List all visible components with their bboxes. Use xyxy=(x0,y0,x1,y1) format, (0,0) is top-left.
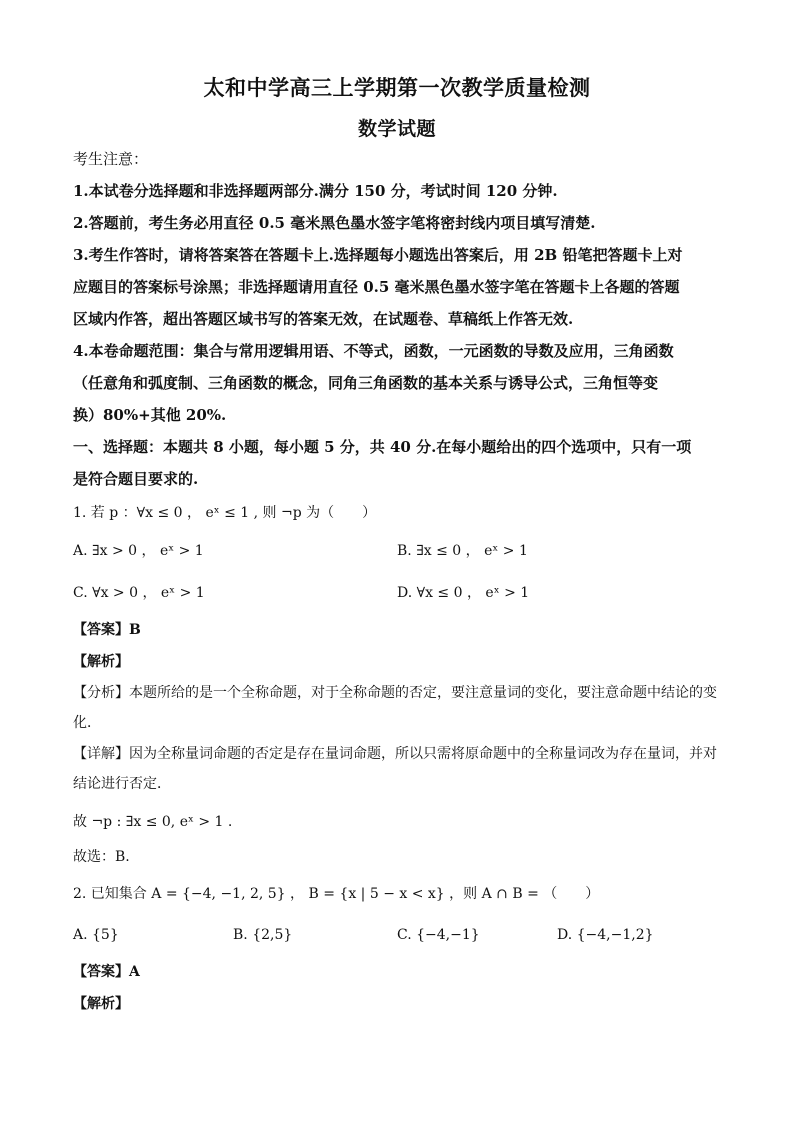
question-1-option-b: B. ∃x ≤ 0 ， eˣ > 1 xyxy=(397,543,528,559)
question-1-xiangjie: 【详解】因为全称量词命题的否定是存在量词命题，所以只需将原命题中的全称量词改为存在量词，并对 xyxy=(73,746,717,762)
notice-line: 区域内作答，超出答题区域书写的答案无效，在试题卷、草稿纸上作答无效. xyxy=(73,310,574,328)
section-heading: 是符合题目要求的. xyxy=(73,470,199,488)
question-2-option-b: B. {2,5} xyxy=(233,927,293,943)
notice-line: 换）80%+其他 20%. xyxy=(73,406,227,424)
question-1-fenxi: 【分析】本题所给的是一个全称命题，对于全称命题的否定，要注意量词的变化，要注意命题中结论的变 xyxy=(73,685,717,701)
question-1-option-d: D. ∀x ≤ 0 ， eˣ > 1 xyxy=(397,585,530,601)
notice-heading: 考生注意： xyxy=(73,150,149,168)
question-1-option-a: A. ∃x > 0 ， eˣ > 1 xyxy=(73,543,204,559)
notice-line: 4.本卷命题范围：集合与常用逻辑用语、不等式，函数，一元函数的导数及应用，三角函数 xyxy=(73,342,674,360)
exam-subtitle: 数学试题 xyxy=(357,118,436,140)
question-1-stem: 1. 若 p ：∀x ≤ 0 ， eˣ ≤ 1 , 则 ¬p 为（ ） xyxy=(73,505,377,521)
exam-title: 太和中学高三上学期第一次教学质量检测 xyxy=(203,75,591,100)
question-1-fenxi: 化． xyxy=(73,715,101,731)
question-2-option-c: C. {−4,−1} xyxy=(397,927,480,943)
question-2-answer: 【答案】A xyxy=(73,964,140,980)
question-1-option-c: C. ∀x > 0 ， eˣ > 1 xyxy=(73,585,205,601)
section-heading: 一、选择题：本题共 8 小题，每小题 5 分，共 40 分.在每小题给出的四个选项中，只有一项 xyxy=(73,438,692,456)
question-2-option-a: A. {5} xyxy=(73,927,119,943)
question-1-xiangjie: 结论进行否定． xyxy=(73,776,171,792)
question-1-conclusion: 故 ¬p : ∃x ≤ 0, eˣ > 1 . xyxy=(73,814,233,830)
notice-line: 应题目的答案标号涂黑；非选择题请用直径 0.5 毫米黑色墨水签字笔在答题卡上各题的答题 xyxy=(73,278,680,296)
question-2-option-d: D. {−4,−1,2} xyxy=(557,927,654,943)
question-2-analysis-tag: 【解析】 xyxy=(73,996,129,1012)
notice-line: （任意角和弧度制、三角函数的概念，同角三角函数的基本关系与诱导公式，三角恒等变 xyxy=(73,374,659,392)
notice-line: 1.本试卷分选择题和非选择题两部分.满分 150 分，考试时间 120 分钟. xyxy=(73,182,558,200)
question-1-analysis-tag: 【解析】 xyxy=(73,654,129,670)
notice-line: 2.答题前，考生务必用直径 0.5 毫米黑色墨水签字笔将密封线内项目填写清楚. xyxy=(73,214,596,232)
question-2-stem: 2. 已知集合 A = {−4, −1, 2, 5} ， B = {x | 5 − x < x} ，则 A ∩ B = （ ） xyxy=(73,886,600,902)
question-1-answer: 【答案】B xyxy=(73,622,141,638)
notice-line: 3.考生作答时，请将答案答在答题卡上.选择题每小题选出答案后，用 2B 铅笔把答题卡上对 xyxy=(73,246,683,264)
question-1-choice: 故选：B. xyxy=(73,849,130,865)
